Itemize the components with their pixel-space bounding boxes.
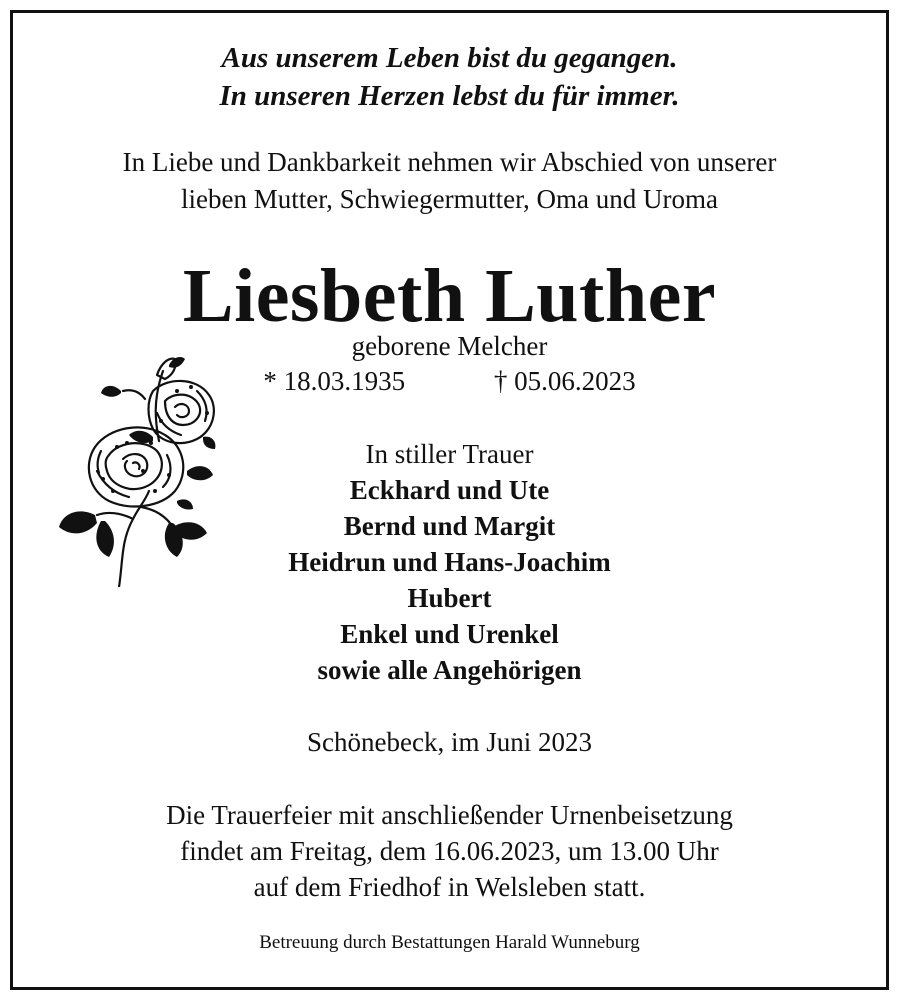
motto-line-1: Aus unserem Leben bist du gegangen. <box>221 42 678 74</box>
motto <box>13 39 886 115</box>
intro-line-1: In Liebe und Dankbarkeit nehmen wir Abschied von unserer <box>122 147 777 177</box>
mourner-name: sowie alle Angehörigen <box>317 655 582 685</box>
place-date: Schönebeck, im Juni 2023 <box>307 727 592 757</box>
service-notice <box>13 797 886 905</box>
birth-name: geborene Melcher <box>351 331 548 361</box>
obituary-frame <box>10 10 889 990</box>
mourner-name: Heidrun und Hans-Joachim <box>288 547 611 577</box>
mourner-name: Bernd und Margit <box>343 511 556 541</box>
mourning-heading: In stiller Trauer <box>365 439 534 469</box>
mourners-block <box>13 436 886 688</box>
mourner-name: Hubert <box>407 583 492 613</box>
motto-line-2: In unseren Herzen lebst du für immer. <box>219 80 680 112</box>
service-line-3: auf dem Friedhof in Welsleben statt. <box>253 872 646 902</box>
intro-line-2: lieben Mutter, Schwiegermutter, Oma und Uroma <box>181 184 718 214</box>
mourner-name: Eckhard und Ute <box>349 475 550 505</box>
death-date: † 05.06.2023 <box>493 366 636 396</box>
funeral-home-credit: Betreuung durch Bestattungen Harald Wunneburg <box>259 932 640 953</box>
mourner-name: Enkel und Urenkel <box>340 619 559 649</box>
birth-date: * 18.03.1935 <box>263 366 406 396</box>
service-line-2: findet am Freitag, dem 16.06.2023, um 13.00 Uhr <box>180 836 719 866</box>
deceased-name: Liesbeth Luther <box>182 254 717 338</box>
intro-text <box>13 144 886 218</box>
service-line-1: Die Trauerfeier mit anschließender Urnenbeisetzung <box>166 800 733 830</box>
